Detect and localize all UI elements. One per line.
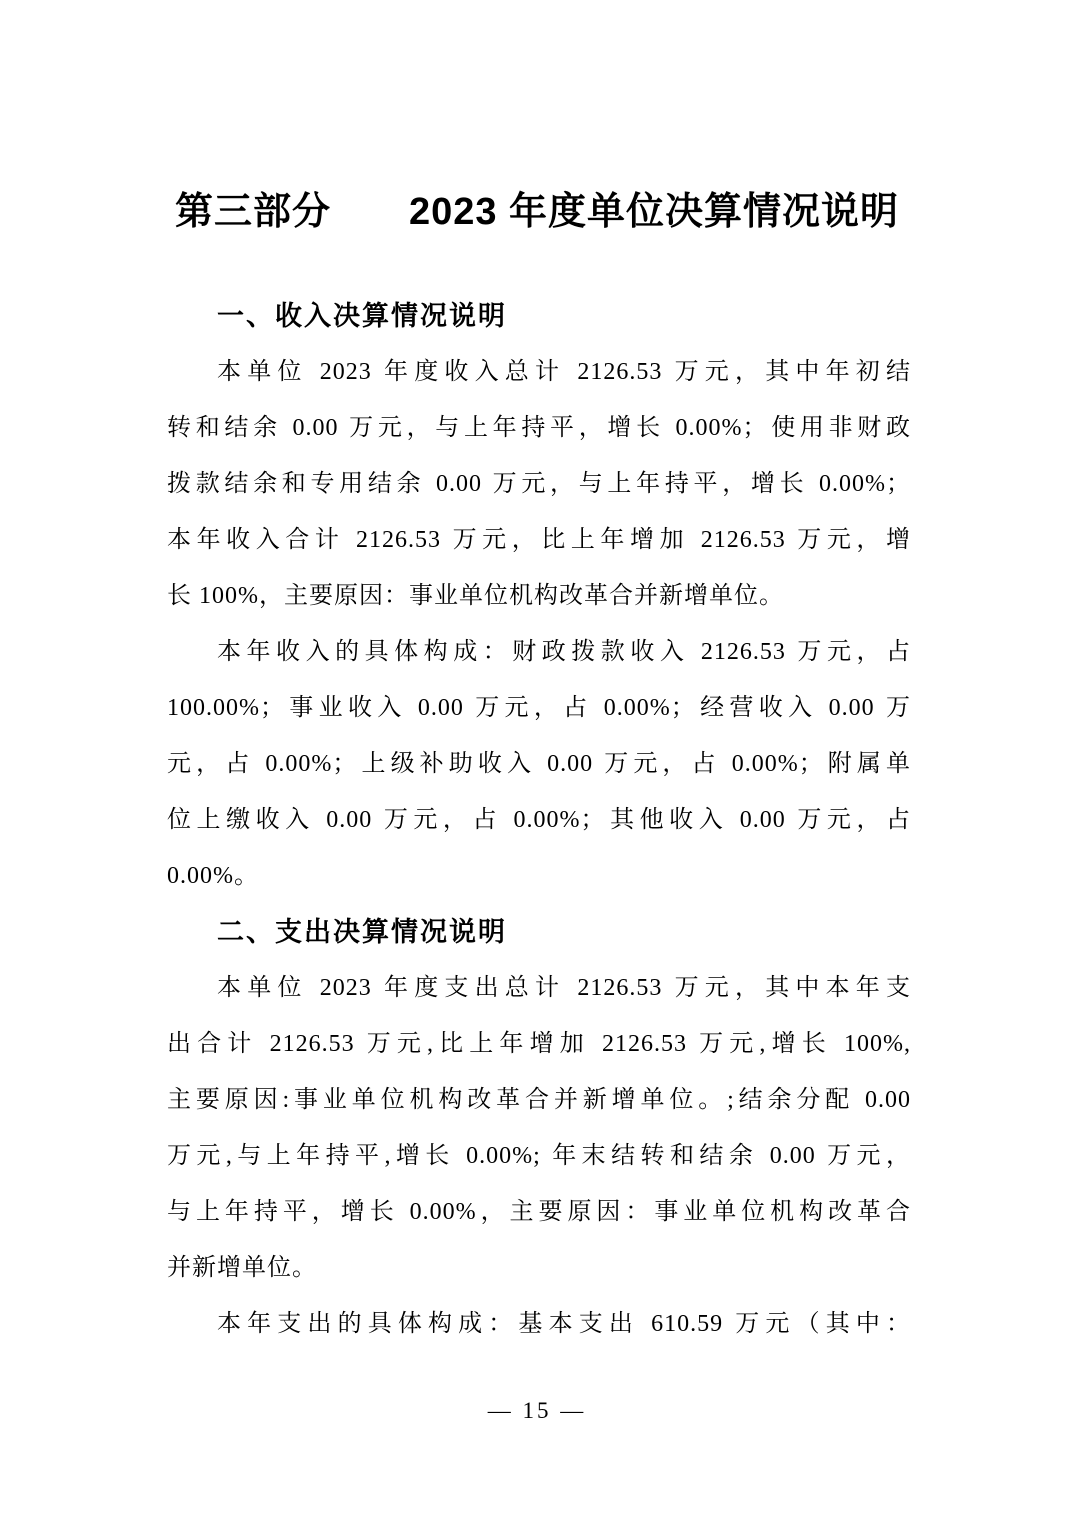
paragraph-line: 转和结余 0.00 万元，与上年持平，增长 0.00%；使用非财政 (167, 415, 911, 441)
paragraph-line: 拨款结余和专用结余 0.00 万元，与上年持平，增长 0.00%； (167, 471, 911, 497)
paragraph-line: 与上年持平，增长 0.00%，主要原因：事业单位机构改革合 (167, 1199, 911, 1225)
paragraph-line: 主要原因:事业单位机构改革合并新增单位。;结余分配 0.00 (167, 1087, 911, 1113)
paragraph-line: 万元,与上年持平,增长 0.00%; 年末结转和结余 0.00 万元， (167, 1143, 911, 1169)
paragraph-line: 长 100%，主要原因：事业单位机构改革合并新增单位。 (167, 583, 784, 609)
section-heading-income: 一、收入决算情况说明 (217, 301, 507, 331)
paragraph-line: 0.00%。 (167, 863, 259, 889)
document-title: 第三部分 2023 年度单位决算情况说明 (174, 191, 900, 233)
paragraph-line: 出合计 2126.53 万元,比上年增加 2126.53 万元,增长 100%, (167, 1031, 911, 1057)
paragraph-line: 并新增单位。 (167, 1255, 317, 1281)
page-number: — 15 — (487, 1398, 587, 1423)
paragraph-line: 本年收入的具体构成：财政拨款收入 2126.53 万元，占 (217, 639, 911, 665)
paragraph-line: 位上缴收入 0.00 万元，占 0.00%；其他收入 0.00 万元，占 (167, 807, 911, 833)
paragraph-line: 元，占 0.00%；上级补助收入 0.00 万元，占 0.00%；附属单 (167, 751, 911, 777)
document-body (167, 288, 911, 1352)
paragraph-line: 本年支出的具体构成：基本支出 610.59 万元（其中： (217, 1311, 911, 1337)
paragraph-line: 100.00%；事业收入 0.00 万元，占 0.00%；经营收入 0.00 万 (167, 695, 911, 721)
paragraph-line: 本年收入合计 2126.53 万元，比上年增加 2126.53 万元，增 (167, 527, 911, 553)
section-heading-expenditure: 二、支出决算情况说明 (217, 917, 507, 947)
paragraph-line: 本单位 2023 年度支出总计 2126.53 万元，其中本年支 (217, 975, 911, 1001)
paragraph-line: 本单位 2023 年度收入总计 2126.53 万元，其中年初结 (217, 359, 911, 385)
